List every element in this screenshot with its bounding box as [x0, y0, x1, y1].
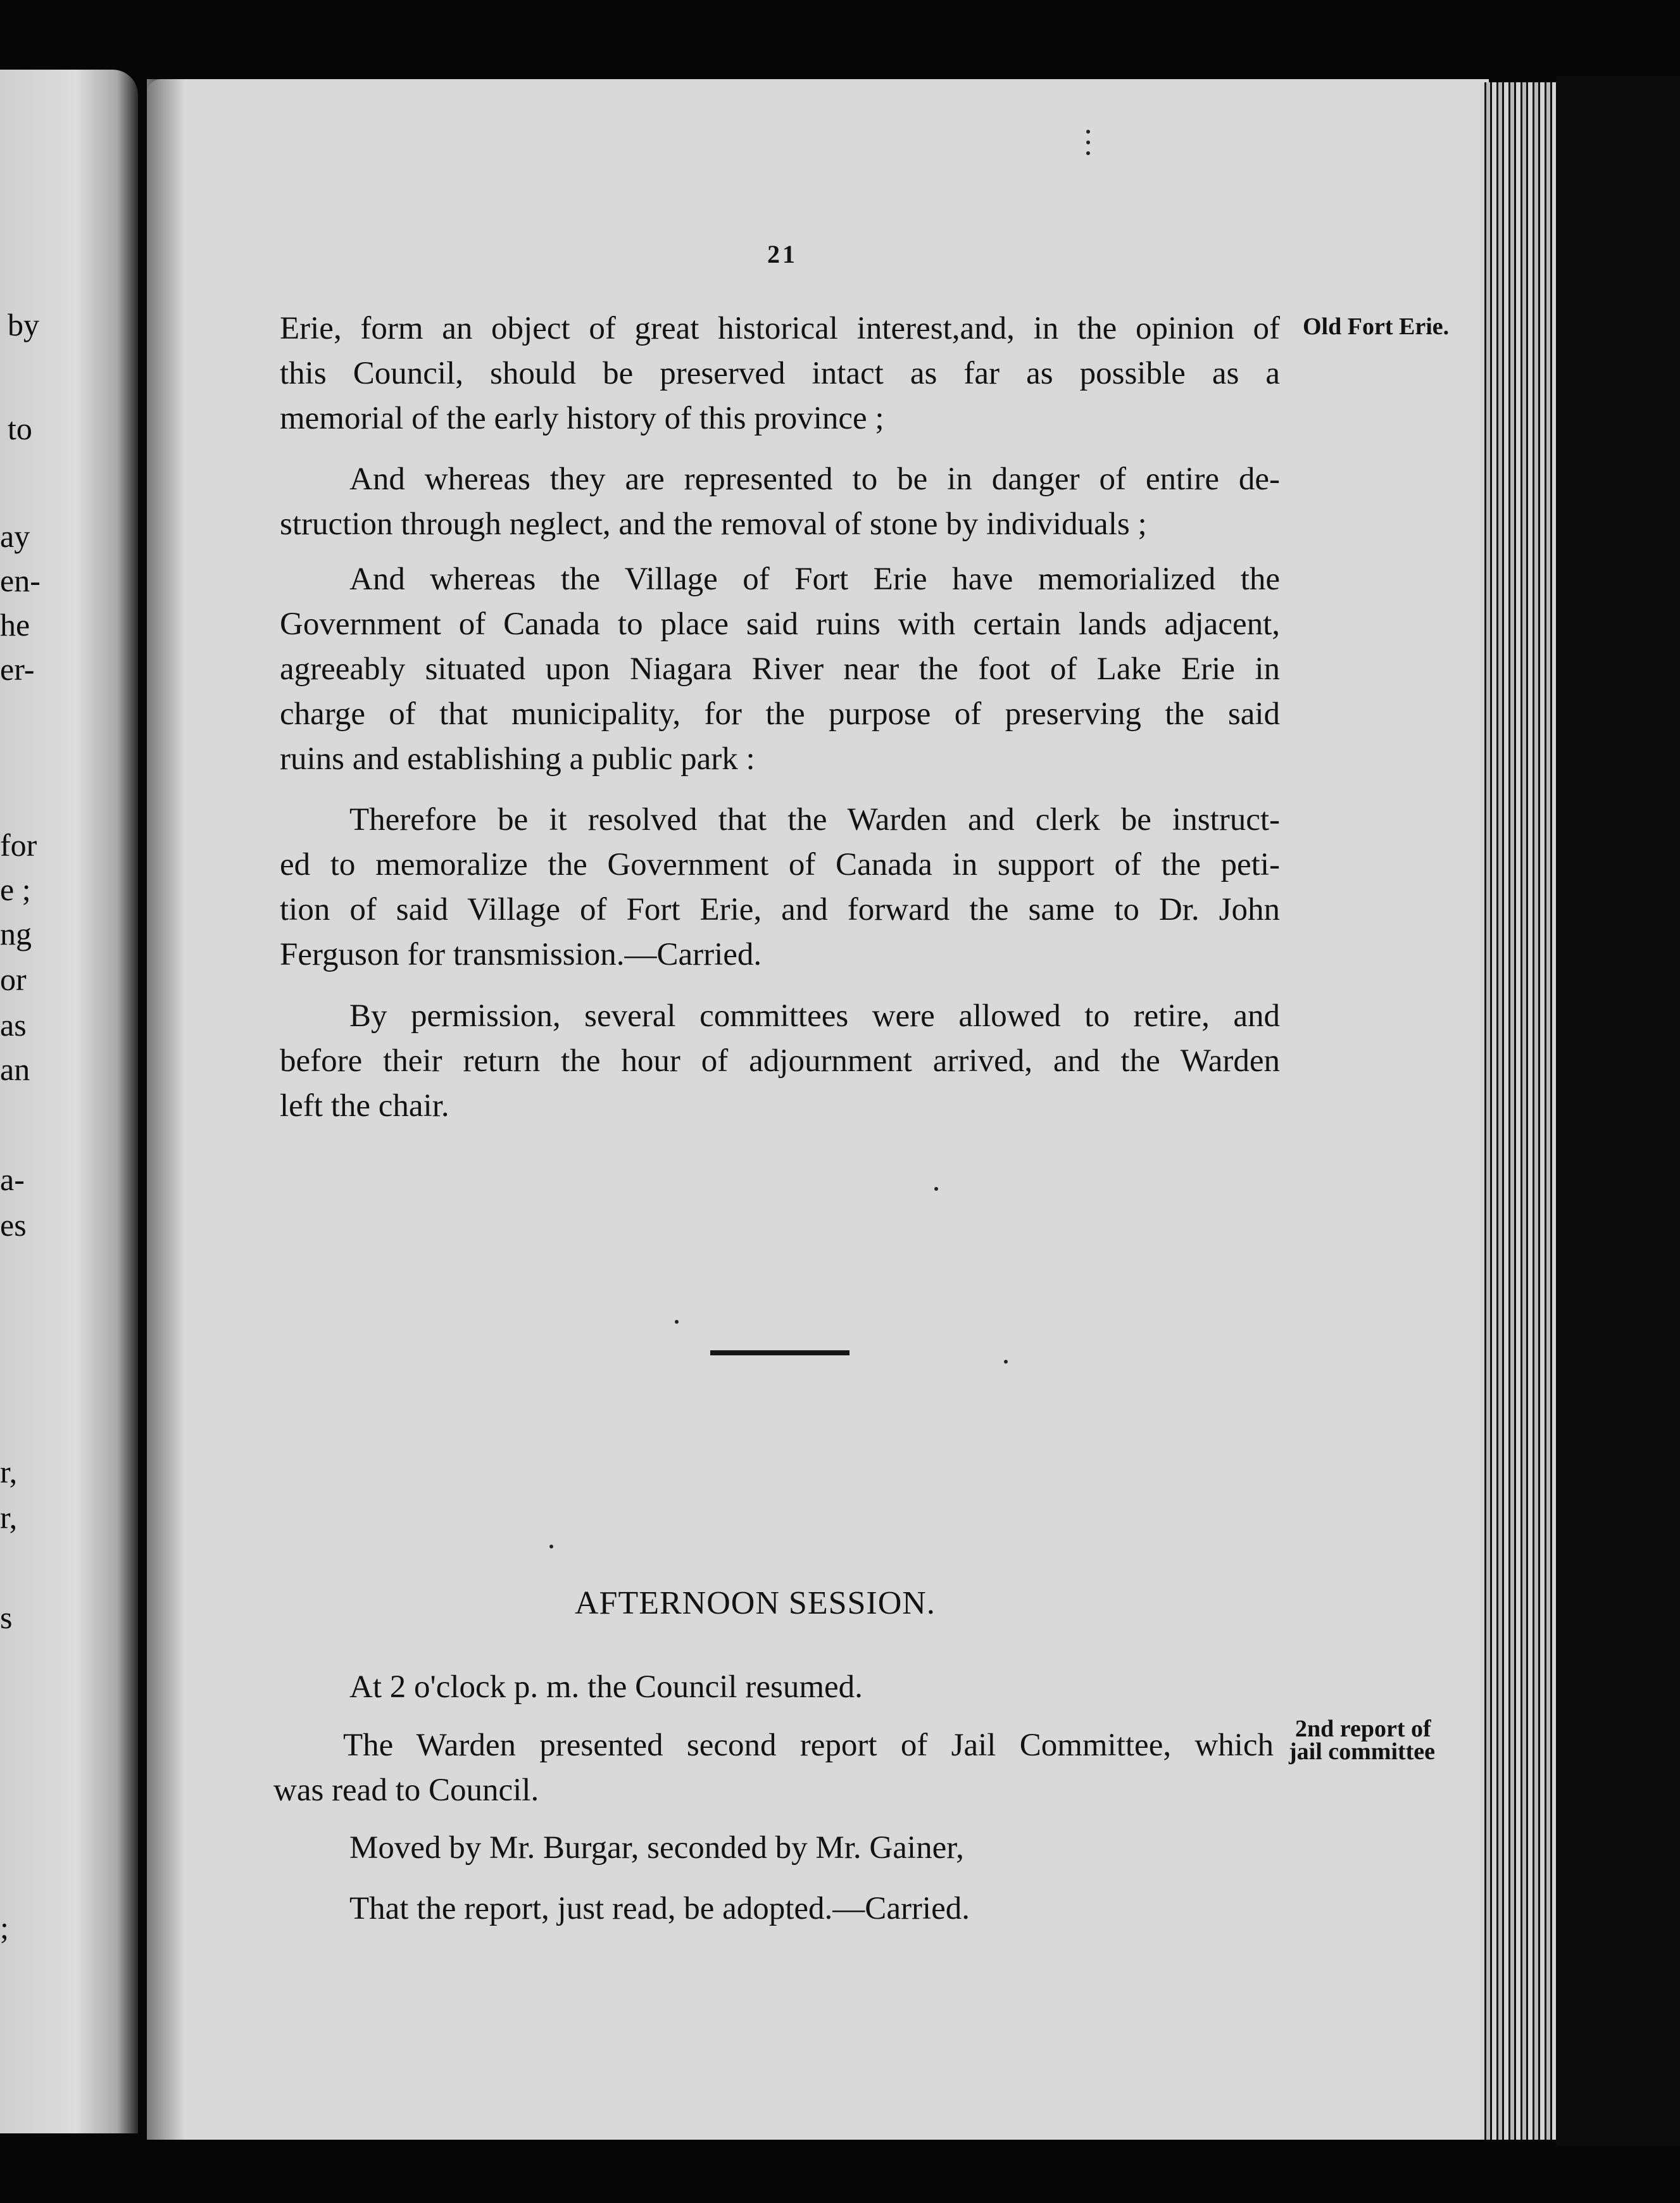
left-fragment: to	[8, 411, 32, 446]
left-fragment: r,	[0, 1454, 18, 1490]
left-fragment: as	[0, 1007, 27, 1043]
text-line: The Warden presented second report of Jail Committee, which	[343, 1728, 1274, 1763]
text-line: before their return the hour of adjournment arrived, and the Warden	[280, 1043, 1280, 1079]
left-fragment: e ;	[0, 872, 31, 907]
text-line: And whereas the Village of Fort Erie have memorialized the	[349, 562, 1280, 597]
scan-speck	[1004, 1360, 1008, 1364]
left-fragment: by	[8, 307, 39, 342]
text-line: That the report, just read, be adopted.—Carried.	[349, 1891, 970, 1926]
margin-note-jail-report-2: jail committee	[1289, 1738, 1436, 1765]
text-line: was read to Council.	[273, 1773, 539, 1808]
left-fragment: a-	[0, 1162, 25, 1197]
left-fragment: en-	[0, 563, 41, 598]
left-fragment: for	[0, 827, 37, 863]
text-line: And whereas they are represented to be in danger of entire de-	[349, 461, 1280, 497]
left-fragment: he	[0, 607, 30, 643]
text-line: At 2 o'clock p. m. the Council resumed.	[349, 1669, 863, 1705]
afternoon-paragraph-2	[273, 1723, 1274, 1813]
left-fragment: an	[0, 1051, 30, 1087]
scan-speck	[1086, 141, 1090, 144]
text-line: memorial of the early history of this province ;	[280, 401, 884, 436]
left-fragment: or	[0, 962, 27, 997]
text-line: Ferguson for transmission.—Carried.	[280, 937, 762, 972]
paragraph-5	[280, 994, 1280, 1129]
text-line: agreeably situated upon Niagara River near the foot of Lake Erie in	[280, 651, 1280, 687]
section-divider-rule	[710, 1350, 849, 1355]
margin-note-old-fort-erie: Old Fort Erie.	[1303, 313, 1450, 340]
text-line: Therefore be it resolved that the Warden and clerk be instruct-	[349, 802, 1280, 838]
left-fragment: ng	[0, 916, 32, 951]
text-line: this Council, should be preserved intact as far as possible as a	[280, 356, 1280, 391]
paragraph-1	[280, 306, 1280, 441]
left-fragment: r,	[0, 1500, 18, 1535]
left-fragment: ay	[0, 518, 30, 554]
text-line: ed to memoralize the Government of Canada in support of the peti-	[280, 847, 1280, 882]
previous-page-edge	[0, 70, 138, 2133]
stacked-page-edges	[1480, 82, 1556, 2140]
afternoon-paragraph-3	[280, 1826, 1280, 1871]
text-line: Government of Canada to place said ruins with certain lands adjacent,	[280, 606, 1280, 642]
page-number: 21	[767, 240, 798, 268]
text-line: Moved by Mr. Burgar, seconded by Mr. Gainer,	[349, 1830, 964, 1866]
text-line: ruins and establishing a public park :	[280, 741, 755, 777]
paragraph-3	[280, 557, 1280, 782]
scan-speck	[549, 1545, 553, 1548]
scan-speck	[1086, 130, 1090, 134]
left-fragment: ;	[0, 1910, 9, 1945]
paragraph-2	[280, 457, 1280, 547]
afternoon-paragraph-4	[280, 1886, 1280, 1931]
left-fragment: es	[0, 1207, 27, 1243]
text-line: Erie, form an object of great historical interest,and, in the opinion of	[280, 311, 1280, 346]
left-fragment: s	[0, 1600, 13, 1635]
text-line: struction through neglect, and the removal of stone by individuals ;	[280, 506, 1147, 542]
left-fragment: er-	[0, 651, 35, 687]
scan-speck	[934, 1187, 938, 1191]
background-dark	[1556, 76, 1680, 2146]
margin-note-jail-report-1: 2nd report of	[1295, 1716, 1431, 1742]
scan-speck	[675, 1320, 679, 1324]
text-line: left the chair.	[280, 1088, 449, 1124]
gutter-shadow	[147, 79, 185, 2140]
afternoon-paragraph-1	[280, 1665, 1280, 1710]
paragraph-4	[280, 798, 1280, 977]
scan-speck	[1086, 151, 1090, 155]
text-line: By permission, several committees were allowed to retire, and	[349, 998, 1280, 1034]
text-line: charge of that municipality, for the purpose of preserving the said	[280, 696, 1280, 732]
afternoon-session-heading: AFTERNOON SESSION.	[575, 1585, 936, 1621]
text-line: tion of said Village of Fort Erie, and forward the same to Dr. John	[280, 892, 1280, 927]
